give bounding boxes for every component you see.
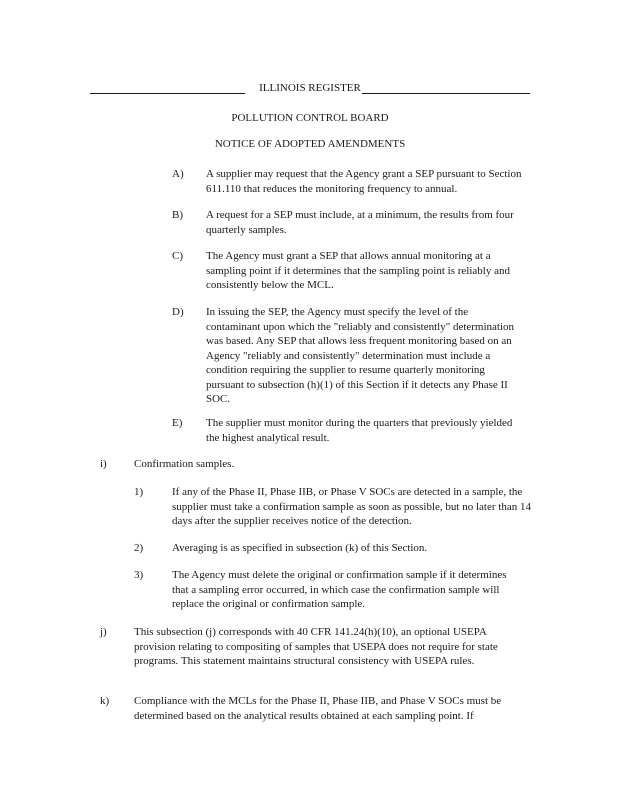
- subitem-text: A supplier may request that the Agency grant a SEP pursuant to Section 611.110 that reduces the monitoring frequency to annual.: [206, 168, 522, 195]
- section-text: This subsection (j) corresponds with 40 CFR 141.24(h)(10), an optional USEPA provision relating to compositing of samples that USEPA does not require for state programs. This statement maintains structural consistency with USEPA rules.: [134, 626, 498, 667]
- board-title: POLLUTION CONTROL BOARD: [231, 112, 389, 124]
- header-rule-left: [90, 93, 245, 94]
- register-title: ILLINOIS REGISTER: [259, 82, 361, 94]
- subitem-label: C): [172, 250, 183, 262]
- header-rule-right: [362, 93, 530, 94]
- item-text: The Agency must delete the original or confirmation sample if it determines that a sampling error occurred, in which case the confirmation sample will replace the original or confirmation sample.: [172, 569, 507, 610]
- subitem-text: In issuing the SEP, the Agency must specify the level of the contaminant upon which the "reliably and consistently" determination was based. Any SEP that allows less frequent monitoring based on an Agency "reliably and consistently" determination must include a condition requiring the supplier to resume quarterly monitoring pursuant to subsection (h)(1) of this Section if it detects any Phase II SOC.: [206, 306, 515, 405]
- section-text: Compliance with the MCLs for the Phase II, Phase IIB, and Phase V SOCs must be determined based on the analytical results obtained at each sampling point. If: [134, 695, 502, 722]
- item-text: If any of the Phase II, Phase IIB, or Phase V SOCs are detected in a sample, the supplier must take a confirmation sample as soon as possible, but no later than 14 days after the supplier receives notice of the detection.: [172, 486, 531, 527]
- subitem-text: A request for a SEP must include, at a minimum, the results from four quarterly samples.: [206, 209, 514, 236]
- subitem-text: The supplier must monitor during the quarters that previously yielded the highest analytical result.: [206, 417, 513, 444]
- section-text: Confirmation samples.: [134, 458, 235, 470]
- section-label: j): [100, 626, 107, 638]
- item-label: 2): [134, 542, 144, 554]
- item-text: Averaging is as specified in subsection (k) of this Section.: [172, 542, 428, 554]
- register-header: [90, 81, 530, 95]
- item-label: 1): [134, 486, 144, 498]
- notice-title: NOTICE OF ADOPTED AMENDMENTS: [214, 138, 406, 150]
- subitem-label: D): [172, 306, 184, 318]
- subitem-label: A): [172, 168, 184, 180]
- subitem-label: E): [172, 417, 183, 429]
- subitem-text: The Agency must grant a SEP that allows annual monitoring at a sampling point if it determines that the sampling point is reliably and consistently below the MCL.: [206, 250, 510, 291]
- subitem-label: B): [172, 209, 183, 221]
- section-label: i): [100, 458, 107, 470]
- item-label: 3): [134, 569, 144, 581]
- section-label: k): [100, 695, 110, 707]
